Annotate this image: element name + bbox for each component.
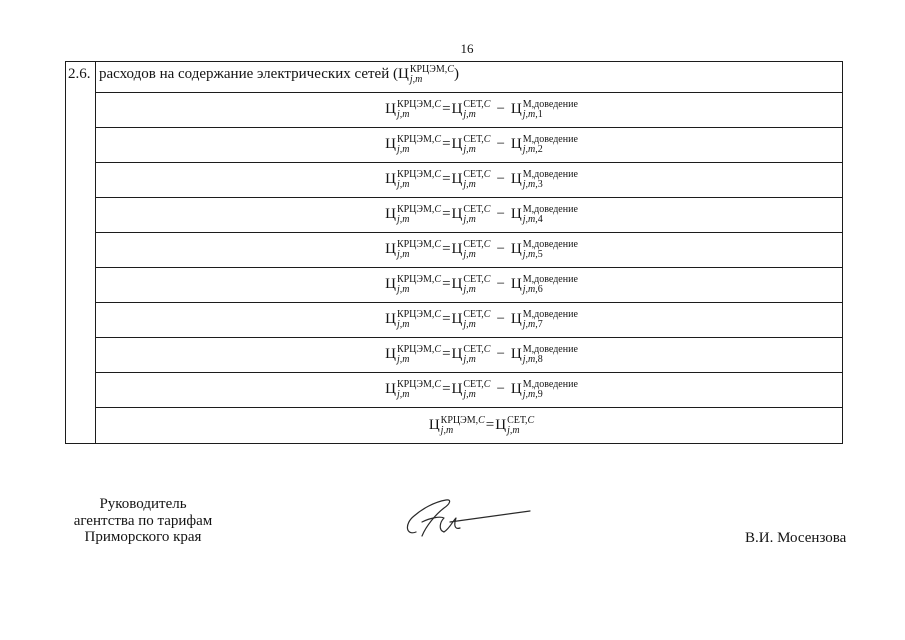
superscript-text: КРЦЭМ, [396, 344, 435, 355]
price-symbol [510, 274, 578, 295]
symbol-scripts [523, 380, 578, 400]
formula [385, 345, 578, 365]
superscript-text: М,доведение [522, 379, 578, 390]
subscript [410, 75, 454, 85]
superscript-text: КРЦЭМ, [396, 99, 435, 110]
symbol-scripts [397, 135, 441, 155]
symbol-base: Ц [385, 171, 396, 187]
subscript-text: j,m [396, 109, 410, 120]
signer-name: В.И. Мосензова [745, 530, 847, 546]
price-symbol [510, 239, 578, 260]
price-symbol [510, 204, 578, 225]
subscript [397, 285, 441, 295]
price-symbol [385, 274, 442, 295]
superscript-text: КРЦЭМ, [396, 134, 435, 145]
subscript [463, 390, 490, 400]
symbol-base: Ц [451, 311, 463, 327]
subscript [463, 355, 490, 365]
operator: = [442, 101, 451, 117]
price-symbol [451, 204, 491, 225]
subscript-text: j,m [409, 74, 423, 85]
superscript-variable: C [527, 414, 535, 426]
operator: − [496, 206, 505, 222]
subscript [523, 285, 578, 295]
subscript-index: 1 [537, 109, 543, 120]
symbol-scripts [441, 416, 485, 436]
symbol-base: Ц [510, 136, 522, 152]
subscript-text: j,m [396, 214, 410, 225]
operator: − [496, 101, 505, 117]
superscript-variable: C [478, 414, 485, 426]
page-number: 16 [460, 41, 474, 56]
subscript [523, 355, 578, 365]
symbol-scripts [397, 205, 441, 225]
superscript-variable: C [483, 204, 491, 215]
symbol-base: Ц [510, 206, 522, 222]
subscript [463, 285, 490, 295]
superscript-text: КРЦЭМ, [440, 414, 479, 426]
cost-description [99, 65, 459, 85]
subscript-index: 7 [537, 319, 543, 330]
superscript-variable: C [447, 64, 454, 75]
subscript-text: j,m [463, 249, 476, 260]
symbol-scripts [397, 100, 441, 120]
signature [400, 492, 540, 542]
subscript-text: j,m, [522, 144, 538, 155]
subscript-index: 3 [537, 179, 543, 190]
superscript-text: КРЦЭМ, [396, 239, 435, 250]
superscript-text: КРЦЭМ, [396, 379, 435, 390]
subscript-text: j,m, [522, 319, 538, 330]
subscript [397, 250, 441, 260]
symbol-base: Ц [451, 136, 463, 152]
price-symbol [510, 134, 578, 155]
item-number-cell [66, 62, 96, 443]
operator: − [496, 171, 505, 187]
symbol-scripts [397, 170, 441, 190]
symbol-scripts [410, 65, 454, 85]
symbol-base: Ц [451, 171, 463, 187]
superscript-text: М,доведение [522, 344, 578, 355]
price-symbol [451, 379, 491, 400]
cost-symbol [397, 64, 454, 85]
subscript-index: 9 [537, 389, 543, 400]
price-symbol [451, 274, 491, 295]
formula-rows [96, 93, 842, 443]
formula [385, 275, 578, 295]
subscript [397, 110, 441, 120]
symbol-scripts [463, 310, 490, 330]
symbol-base: Ц [385, 346, 396, 362]
formula [385, 205, 578, 225]
superscript-text: КРЦЭМ, [396, 169, 435, 180]
subscript-text: j,m [463, 109, 476, 120]
superscript-variable: C [483, 169, 491, 180]
formula-row [96, 163, 842, 198]
operator: − [496, 311, 505, 327]
subscript [523, 215, 578, 225]
symbol-base: Ц [510, 276, 522, 292]
operator: = [442, 276, 451, 292]
price-symbol [385, 99, 442, 120]
formula-column [96, 62, 842, 443]
operator: = [485, 416, 495, 433]
subscript-index: 2 [537, 144, 543, 155]
superscript-text: КРЦЭМ, [396, 274, 435, 285]
subscript-text: j,m, [522, 179, 538, 190]
superscript-text: М,доведение [522, 204, 578, 215]
subscript-text: j,m [396, 144, 410, 155]
superscript-text: М,доведение [522, 169, 578, 180]
subscript-index: 5 [537, 249, 543, 260]
subscript [523, 180, 578, 190]
symbol-scripts [523, 345, 578, 365]
superscript-text: М,доведение [522, 134, 578, 145]
subscript [397, 215, 441, 225]
operator: = [442, 206, 451, 222]
symbol-base: Ц [385, 206, 396, 222]
subscript-text: j,m [396, 249, 410, 260]
subscript-text: j,m [396, 354, 410, 365]
formula-row [96, 408, 842, 443]
price-symbol [385, 204, 442, 225]
subscript-text: j,m [463, 319, 476, 330]
price-symbol [510, 309, 578, 330]
tariff-formula-table [65, 61, 843, 444]
operator: − [496, 136, 505, 152]
subscript [463, 180, 490, 190]
symbol-scripts [463, 380, 490, 400]
subscript-text: j,m [463, 284, 476, 295]
subscript-text: j,m [463, 214, 476, 225]
formula-row [96, 233, 842, 268]
subscript [397, 320, 441, 330]
superscript-variable: C [434, 309, 442, 320]
symbol-base: Ц [428, 416, 440, 433]
superscript-text: КРЦЭМ, [396, 309, 435, 320]
subscript [523, 320, 578, 330]
subscript-text: j,m [396, 389, 410, 400]
symbol-scripts [463, 100, 490, 120]
formula-row [96, 93, 842, 128]
operator: − [496, 276, 505, 292]
superscript-text: КРЦЭМ, [396, 204, 435, 215]
symbol-base: Ц [510, 311, 522, 327]
symbol-scripts [507, 416, 534, 436]
formula [385, 100, 578, 120]
superscript-variable: C [434, 134, 442, 145]
formula [385, 380, 578, 400]
superscript-variable: C [483, 134, 491, 145]
symbol-base: Ц [385, 311, 396, 327]
subscript-text: j,m, [522, 249, 538, 260]
superscript-text: М,доведение [522, 274, 578, 285]
operator: = [442, 171, 451, 187]
formula [385, 240, 578, 260]
symbol-scripts [523, 205, 578, 225]
price-symbol [451, 239, 491, 260]
formula-row [96, 128, 842, 163]
price-symbol [385, 344, 442, 365]
subscript-text: j,m, [522, 389, 538, 400]
subscript [463, 110, 490, 120]
superscript-variable: C [434, 204, 442, 215]
symbol-scripts [463, 275, 490, 295]
subscript-text: j,m [396, 179, 410, 190]
superscript-variable: C [434, 379, 442, 390]
superscript-text: М,доведение [522, 239, 578, 250]
operator: − [496, 241, 505, 257]
subscript [397, 355, 441, 365]
symbol-scripts [397, 345, 441, 365]
superscript-text: КРЦЭМ, [409, 64, 448, 75]
symbol-base: Ц [495, 416, 507, 433]
subscript [523, 145, 578, 155]
price-symbol [495, 414, 535, 436]
price-symbol [510, 344, 578, 365]
superscript-text: СЕТ, [507, 414, 528, 426]
subscript-text: j,m [463, 389, 476, 400]
operator: = [442, 311, 451, 327]
price-symbol [451, 134, 491, 155]
subscript-text: j,m [463, 354, 476, 365]
operator: − [496, 346, 505, 362]
subscript-text: j,m, [522, 354, 538, 365]
signer-position-line: агентства по тарифам [73, 512, 213, 529]
operator: = [442, 346, 451, 362]
price-symbol [510, 379, 578, 400]
symbol-base: Ц [510, 346, 522, 362]
price-symbol [451, 99, 491, 120]
symbol-base: Ц [385, 241, 396, 257]
symbol-scripts [523, 240, 578, 260]
symbol-scripts [523, 275, 578, 295]
subscript-text: j,m [463, 179, 476, 190]
superscript-text: СЕТ, [463, 344, 484, 355]
subscript [507, 426, 534, 436]
symbol-base: Ц [385, 136, 396, 152]
superscript-variable: C [483, 379, 491, 390]
formula-row [96, 303, 842, 338]
symbol-base: Ц [385, 101, 396, 117]
superscript-variable: C [434, 274, 442, 285]
signer-position [60, 496, 226, 546]
subscript-text: j,m [396, 284, 410, 295]
symbol-base: Ц [451, 101, 463, 117]
subscript [463, 250, 490, 260]
superscript-text: СЕТ, [463, 134, 484, 145]
formula [385, 170, 578, 190]
superscript-variable: C [434, 344, 442, 355]
superscript-text: СЕТ, [463, 239, 484, 250]
superscript-text: СЕТ, [463, 309, 484, 320]
subscript [523, 110, 578, 120]
superscript-text: СЕТ, [463, 274, 484, 285]
item-number: 2.6. [68, 66, 91, 82]
price-symbol [510, 99, 578, 120]
symbol-scripts [523, 310, 578, 330]
symbol-base: Ц [451, 346, 463, 362]
subscript-text: j,m, [522, 284, 538, 295]
subscript-index: 4 [537, 214, 543, 225]
cost-description-text: расходов на содержание электрических сетей ( [99, 66, 398, 82]
operator: = [442, 381, 451, 397]
superscript-text: СЕТ, [463, 204, 484, 215]
superscript-variable: C [483, 309, 491, 320]
operator: − [496, 381, 505, 397]
price-symbol [385, 309, 442, 330]
price-symbol [385, 239, 442, 260]
symbol-base: Ц [510, 381, 522, 397]
superscript-text: СЕТ, [463, 379, 484, 390]
symbol-scripts [397, 240, 441, 260]
operator: = [442, 241, 451, 257]
subscript [523, 250, 578, 260]
subscript-index: 6 [537, 284, 543, 295]
subscript-text: j,m [396, 319, 410, 330]
symbol-scripts [463, 240, 490, 260]
table-row-header [96, 62, 842, 93]
subscript [397, 180, 441, 190]
superscript-variable: C [483, 239, 491, 250]
formula-row [96, 198, 842, 233]
superscript-variable: C [434, 239, 442, 250]
symbol-scripts [523, 170, 578, 190]
superscript-variable: C [483, 99, 491, 110]
subscript-text: j,m [507, 424, 520, 436]
symbol-base: Ц [510, 171, 522, 187]
symbol-scripts [397, 380, 441, 400]
price-symbol [510, 169, 578, 190]
formula-row [96, 338, 842, 373]
symbol-base: Ц [385, 276, 396, 292]
superscript-variable: C [483, 274, 491, 285]
symbol-scripts [397, 275, 441, 295]
subscript-text: j,m, [522, 109, 538, 120]
subscript-text: j,m, [522, 214, 538, 225]
price-symbol [451, 344, 491, 365]
symbol-scripts [523, 100, 578, 120]
symbol-scripts [463, 170, 490, 190]
subscript [463, 215, 490, 225]
symbol-base: Ц [397, 66, 409, 82]
superscript-text: М,доведение [522, 309, 578, 320]
symbol-scripts [523, 135, 578, 155]
superscript-variable: C [434, 99, 442, 110]
symbol-base: Ц [451, 241, 463, 257]
price-symbol [385, 379, 442, 400]
price-symbol [385, 134, 442, 155]
subscript [397, 390, 441, 400]
signer-position-line: Приморского края [84, 529, 202, 545]
symbol-base: Ц [451, 381, 463, 397]
formula-row [96, 268, 842, 303]
price-symbol [451, 309, 491, 330]
formula [385, 135, 578, 155]
superscript-variable: C [483, 344, 491, 355]
superscript-variable: C [434, 169, 442, 180]
symbol-scripts [463, 205, 490, 225]
superscript-text: М,доведение [522, 99, 578, 110]
closing-paren: ) [453, 66, 459, 82]
superscript-text: СЕТ, [463, 99, 484, 110]
price-symbol [428, 414, 485, 436]
superscript-text: СЕТ, [463, 169, 484, 180]
symbol-base: Ц [451, 276, 463, 292]
symbol-scripts [463, 345, 490, 365]
price-symbol [397, 64, 454, 85]
subscript-text: j,m [463, 144, 476, 155]
subscript [463, 320, 490, 330]
operator: = [442, 136, 451, 152]
price-symbol [451, 169, 491, 190]
subscript-index: 8 [537, 354, 543, 365]
symbol-base: Ц [510, 101, 522, 117]
symbol-scripts [397, 310, 441, 330]
subscript [463, 145, 490, 155]
subscript [397, 145, 441, 155]
symbol-base: Ц [385, 381, 396, 397]
subscript [523, 390, 578, 400]
subscript-text: j,m [440, 424, 454, 436]
signer-position-line: Руководитель [99, 496, 187, 512]
symbol-base: Ц [451, 206, 463, 222]
formula-row [96, 373, 842, 408]
symbol-scripts [463, 135, 490, 155]
symbol-base: Ц [510, 241, 522, 257]
subscript [441, 426, 485, 436]
formula [429, 416, 534, 436]
formula [385, 310, 578, 330]
price-symbol [385, 169, 442, 190]
